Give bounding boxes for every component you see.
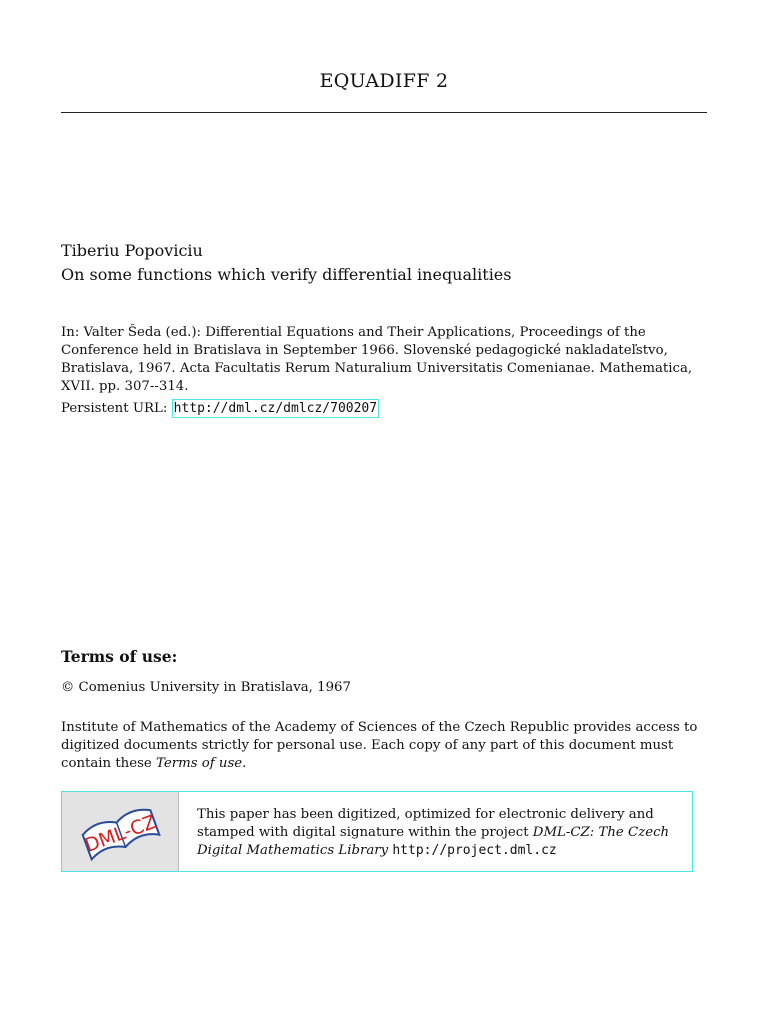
dml-cz-logo-panel <box>62 792 179 871</box>
paper-title: On some functions which verify differential inequalities <box>61 265 512 284</box>
project-url-link[interactable]: http://project.dml.cz <box>392 843 557 858</box>
terms-heading: Terms of use: <box>61 647 178 666</box>
dml-cz-logo-text: DML-CZ <box>81 810 160 857</box>
access-statement <box>61 719 711 773</box>
persistent-url-link[interactable]: http://dml.cz/dmlcz/700207 <box>173 401 378 416</box>
copyright-notice: © Comenius University in Bratislava, 1967 <box>61 680 351 695</box>
terms-of-use-emphasis: Terms of use <box>156 756 243 771</box>
persistent-url-row <box>61 399 379 419</box>
access-text-end: . <box>242 756 247 771</box>
persistent-url-label: Persistent URL: <box>61 401 168 416</box>
access-text-main: Institute of Mathematics of the Academy of Sciences of the Czech Republic provides access to digitized documents strictly for personal use. Each copy of any part of this document must contain these <box>61 720 698 771</box>
header-divider <box>61 112 707 113</box>
digitization-text-main: This paper has been digitized, optimized for electronic delivery and stamped with digital signature within the project <box>197 807 654 840</box>
digitization-notice-box <box>61 791 693 872</box>
project-name: DML-CZ: The Czech Digital Mathematics Library <box>197 825 670 858</box>
digitization-text <box>197 806 697 860</box>
page-header-title: EQUADIFF 2 <box>319 70 449 92</box>
citation-text: In: Valter Šeda (ed.): Differential Equations and Their Applications, Proceedings of the Conference held in Bratislava in September 1966. Slovenské pedagogické nakladateľstvo, Bratislava, 1967. Acta Facultatis Rerum Naturalium Universitatis Comenianae. Mathematica, XVII. pp. 307--314. <box>61 325 693 394</box>
author-name: Tiberiu Popoviciu <box>61 241 203 260</box>
dml-cz-logo-icon <box>62 792 178 870</box>
